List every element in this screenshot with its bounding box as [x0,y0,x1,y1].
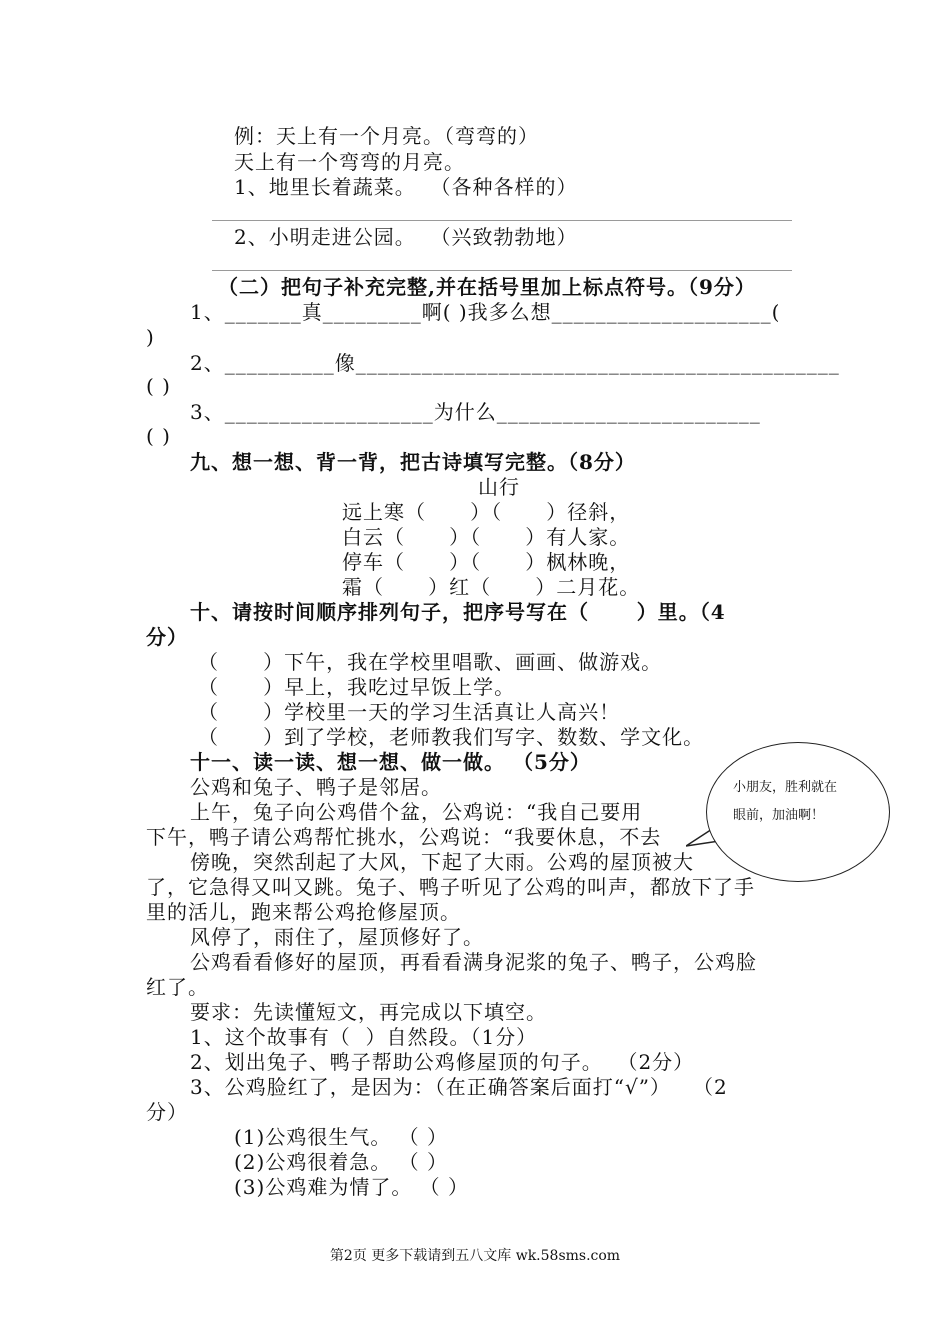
poem-title: 山行 [478,475,520,499]
question-2: 2、小明走进公园。 （兴致勃勃地） [234,225,578,249]
story-line: 公鸡看看修好的屋顶，再看看满身泥浆的兔子、鸭子，公鸡脸 [190,950,757,974]
sub-question-3: 3、公鸡脸红了，是因为：（在正确答案后面打“√”） （2 [190,1075,728,1099]
fill-item-1[interactable]: 1、_______真_________啊( )我多么想____________________( [190,300,781,324]
answer-line-1[interactable] [212,220,792,221]
bubble-text-line-1: 小朋友，胜利就在 [733,780,838,795]
section-10-title: 十、请按时间顺序排列句子，把序号写在（ ）里。（4 [190,600,726,624]
section-9-title: 九、想一想、背一背，把古诗填写完整。（8分） [190,450,636,474]
poem-line-1: 远上寒（ ）（ ）径斜， [342,500,631,524]
option-1[interactable]: (1)公鸡很生气。 （ ） [234,1125,449,1149]
requirement: 要求：先读懂短文，再完成以下填空。 [190,1000,547,1024]
story-line: 里的活儿，跑来帮公鸡抢修屋顶。 [146,900,461,924]
order-item-4: （ ）到了学校，老师教我们写字、数数、学文化。 [198,725,705,749]
sub-question-3-cont: 分） [146,1100,188,1124]
story-line: 了，它急得又叫又跳。兔子、鸭子听见了公鸡的叫声，都放下了手 [146,875,755,899]
section-11-title: 十一、读一读、想一想、做一做。 （5分） [190,750,591,774]
fill-item-3-tail: ( ) [146,424,171,448]
fill-item-1-tail: ) [146,325,155,349]
page-footer: 第2页 更多下载请到五八文库 wk.58sms.com [329,1248,621,1264]
sub-question-2: 2、划出兔子、鸭子帮助公鸡修屋顶的句子。 （2分） [190,1050,695,1074]
example-line: 例：天上有一个月亮。（弯弯的） [234,124,539,148]
order-item-2: （ ）早上，我吃过早饭上学。 [198,675,516,699]
poem-line-4: 霜（ ）红（ ）二月花。 [342,575,641,599]
answer-line-2[interactable] [212,270,792,271]
story-line: 公鸡和兔子、鸭子是邻居。 [190,775,442,799]
fill-item-2-tail: ( ) [146,374,171,398]
story-line: 风停了，雨住了，屋顶修好了。 [190,925,484,949]
story-line: 下午，鸭子请公鸡帮忙挑水，公鸡说：“我要休息，不去 [146,825,662,849]
section-10-title-cont: 分） [146,625,188,649]
question-1: 1、地里长着蔬菜。 （各种各样的） [234,175,578,199]
order-item-3: （ ）学校里一天的学习生活真让人高兴！ [198,700,621,724]
section-2-title: （二）把句子补充完整,并在括号里加上标点符号。（9分） [218,275,756,299]
story-line: 傍晚，突然刮起了大风，下起了大雨。公鸡的屋顶被大 [190,850,694,874]
order-item-1: （ ）下午，我在学校里唱歌、画画、做游戏。 [198,650,663,674]
bubble-text-line-2: 眼前，加油啊！ [733,808,825,823]
option-2[interactable]: (2)公鸡很着急。 （ ） [234,1150,449,1174]
sub-question-1: 1、这个故事有（ ）自然段。（1分） [190,1025,538,1049]
poem-line-3: 停车（ ）（ ）枫林晚， [342,550,631,574]
story-line: 红了。 [146,975,209,999]
fill-item-2[interactable]: 2、__________像____________________________________________ [190,351,840,375]
option-3[interactable]: (3)公鸡难为情了。 （ ） [234,1175,470,1199]
story-line: 上午，兔子向公鸡借个盆，公鸡说：“我自己要用 [190,800,643,824]
fill-item-3[interactable]: 3、___________________为什么________________________ [190,400,761,424]
poem-line-2: 白云（ ）（ ）有人家。 [342,525,631,549]
example-answer: 天上有一个弯弯的月亮。 [234,150,465,174]
